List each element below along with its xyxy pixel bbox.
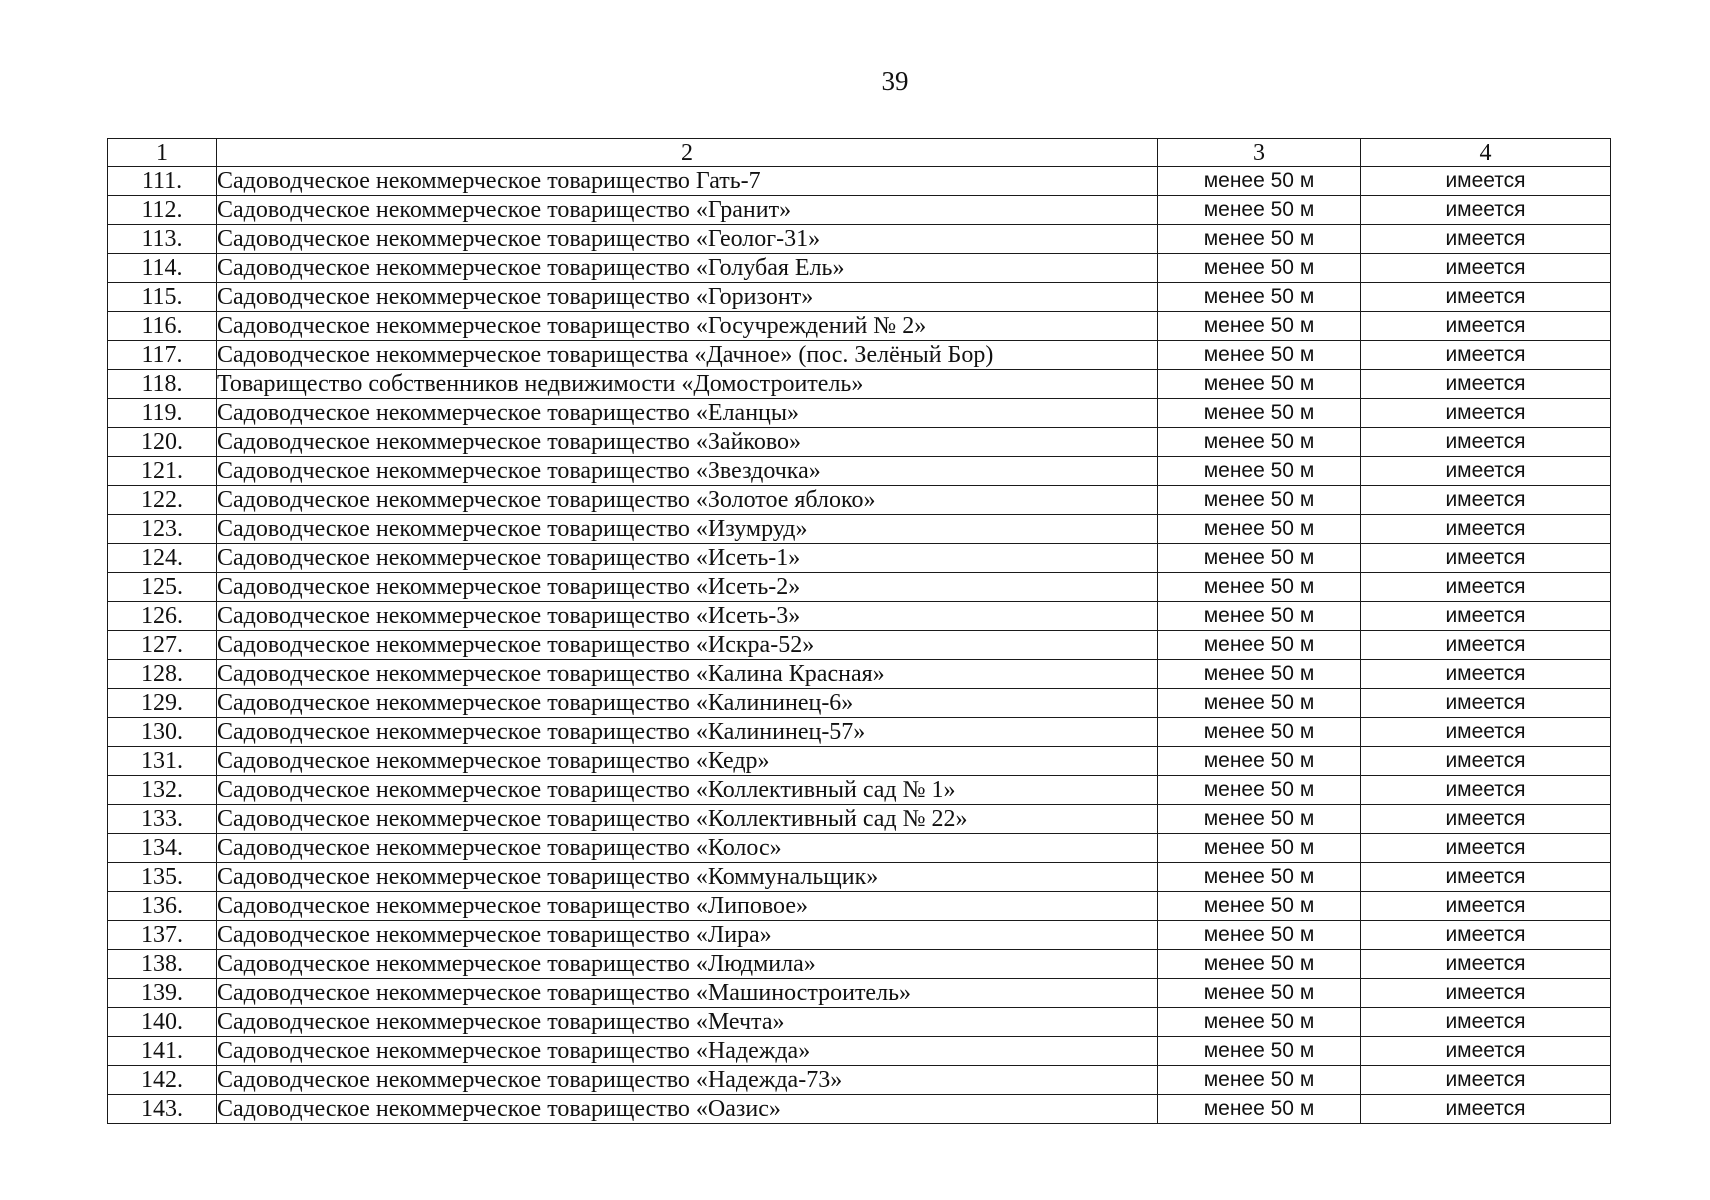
distance-cell: менее 50 м	[1158, 167, 1361, 196]
table-row	[108, 747, 1611, 776]
distance-cell: менее 50 м	[1158, 1037, 1361, 1066]
organization-name: Садоводческое некоммерческое товарищество «Кедр»	[217, 747, 1158, 776]
organization-name: Садоводческое некоммерческое товарищество «Исеть-3»	[217, 602, 1158, 631]
table-row	[108, 167, 1611, 196]
row-number: 135.	[108, 863, 217, 892]
table-body	[108, 167, 1611, 1124]
availability-cell: имеется	[1361, 950, 1611, 979]
availability-cell: имеется	[1361, 254, 1611, 283]
table-row	[108, 718, 1611, 747]
row-number: 131.	[108, 747, 217, 776]
table-row	[108, 486, 1611, 515]
table-row	[108, 225, 1611, 254]
organization-name: Садоводческое некоммерческое товарищество «Коммунальщик»	[217, 863, 1158, 892]
availability-cell: имеется	[1361, 544, 1611, 573]
distance-cell: менее 50 м	[1158, 341, 1361, 370]
distance-cell: менее 50 м	[1158, 631, 1361, 660]
distance-cell: менее 50 м	[1158, 312, 1361, 341]
row-number: 137.	[108, 921, 217, 950]
distance-cell: менее 50 м	[1158, 950, 1361, 979]
table-row	[108, 283, 1611, 312]
table-row	[108, 805, 1611, 834]
availability-cell: имеется	[1361, 979, 1611, 1008]
header-col-status: 4	[1361, 139, 1611, 167]
table-row	[108, 950, 1611, 979]
row-number: 142.	[108, 1066, 217, 1095]
header-col-name: 2	[217, 139, 1158, 167]
row-number: 128.	[108, 660, 217, 689]
availability-cell: имеется	[1361, 573, 1611, 602]
organization-name: Садоводческое некоммерческое товарищество «Звездочка»	[217, 457, 1158, 486]
organization-name: Садоводческое некоммерческое товарищества «Дачное» (пос. Зелёный Бор)	[217, 341, 1158, 370]
organization-name: Садоводческое некоммерческое товарищество «Еланцы»	[217, 399, 1158, 428]
distance-cell: менее 50 м	[1158, 718, 1361, 747]
distance-cell: менее 50 м	[1158, 660, 1361, 689]
row-number: 140.	[108, 1008, 217, 1037]
table-row	[108, 544, 1611, 573]
availability-cell: имеется	[1361, 370, 1611, 399]
availability-cell: имеется	[1361, 486, 1611, 515]
availability-cell: имеется	[1361, 747, 1611, 776]
distance-cell: менее 50 м	[1158, 1008, 1361, 1037]
availability-cell: имеется	[1361, 718, 1611, 747]
organization-name: Садоводческое некоммерческое товарищество «Оазис»	[217, 1095, 1158, 1124]
table-row	[108, 602, 1611, 631]
table-row	[108, 428, 1611, 457]
registry-table	[107, 138, 1611, 1124]
distance-cell: менее 50 м	[1158, 776, 1361, 805]
table-row	[108, 834, 1611, 863]
row-number: 115.	[108, 283, 217, 312]
availability-cell: имеется	[1361, 196, 1611, 225]
table-row	[108, 341, 1611, 370]
row-number: 143.	[108, 1095, 217, 1124]
table-row	[108, 863, 1611, 892]
organization-name: Садоводческое некоммерческое товарищество «Горизонт»	[217, 283, 1158, 312]
row-number: 117.	[108, 341, 217, 370]
table-row	[108, 1008, 1611, 1037]
distance-cell: менее 50 м	[1158, 486, 1361, 515]
distance-cell: менее 50 м	[1158, 573, 1361, 602]
organization-name: Садоводческое некоммерческое товарищество «Гранит»	[217, 196, 1158, 225]
distance-cell: менее 50 м	[1158, 805, 1361, 834]
organization-name: Товарищество собственников недвижимости «Домостроитель»	[217, 370, 1158, 399]
row-number: 123.	[108, 515, 217, 544]
distance-cell: менее 50 м	[1158, 1066, 1361, 1095]
row-number: 122.	[108, 486, 217, 515]
row-number: 138.	[108, 950, 217, 979]
distance-cell: менее 50 м	[1158, 979, 1361, 1008]
distance-cell: менее 50 м	[1158, 747, 1361, 776]
row-number: 141.	[108, 1037, 217, 1066]
availability-cell: имеется	[1361, 399, 1611, 428]
distance-cell: менее 50 м	[1158, 834, 1361, 863]
availability-cell: имеется	[1361, 602, 1611, 631]
organization-name: Садоводческое некоммерческое товарищество «Калининец-6»	[217, 689, 1158, 718]
organization-name: Садоводческое некоммерческое товарищество «Липовое»	[217, 892, 1158, 921]
organization-name: Садоводческое некоммерческое товарищество «Людмила»	[217, 950, 1158, 979]
availability-cell: имеется	[1361, 834, 1611, 863]
table-row	[108, 312, 1611, 341]
availability-cell: имеется	[1361, 921, 1611, 950]
organization-name: Садоводческое некоммерческое товарищество «Колос»	[217, 834, 1158, 863]
distance-cell: менее 50 м	[1158, 1095, 1361, 1124]
distance-cell: менее 50 м	[1158, 225, 1361, 254]
availability-cell: имеется	[1361, 167, 1611, 196]
row-number: 116.	[108, 312, 217, 341]
distance-cell: менее 50 м	[1158, 863, 1361, 892]
organization-name: Садоводческое некоммерческое товарищество «Коллективный сад № 22»	[217, 805, 1158, 834]
table-row	[108, 979, 1611, 1008]
organization-name: Садоводческое некоммерческое товарищество «Калининец-57»	[217, 718, 1158, 747]
table-row	[108, 573, 1611, 602]
availability-cell: имеется	[1361, 631, 1611, 660]
row-number: 114.	[108, 254, 217, 283]
distance-cell: менее 50 м	[1158, 196, 1361, 225]
organization-name: Садоводческое некоммерческое товарищество «Машиностроитель»	[217, 979, 1158, 1008]
availability-cell: имеется	[1361, 689, 1611, 718]
organization-name: Садоводческое некоммерческое товарищество «Мечта»	[217, 1008, 1158, 1037]
organization-name: Садоводческое некоммерческое товарищество «Надежда»	[217, 1037, 1158, 1066]
table-row	[108, 196, 1611, 225]
distance-cell: менее 50 м	[1158, 892, 1361, 921]
table-row	[108, 399, 1611, 428]
table-row	[108, 776, 1611, 805]
table-row	[108, 892, 1611, 921]
row-number: 136.	[108, 892, 217, 921]
availability-cell: имеется	[1361, 457, 1611, 486]
row-number: 119.	[108, 399, 217, 428]
table-row	[108, 1037, 1611, 1066]
organization-name: Садоводческое некоммерческое товарищество «Надежда-73»	[217, 1066, 1158, 1095]
row-number: 134.	[108, 834, 217, 863]
table-row	[108, 921, 1611, 950]
table-row	[108, 457, 1611, 486]
organization-name: Садоводческое некоммерческое товарищество «Исеть-2»	[217, 573, 1158, 602]
distance-cell: менее 50 м	[1158, 515, 1361, 544]
availability-cell: имеется	[1361, 225, 1611, 254]
availability-cell: имеется	[1361, 428, 1611, 457]
table-row	[108, 689, 1611, 718]
availability-cell: имеется	[1361, 283, 1611, 312]
organization-name: Садоводческое некоммерческое товарищество «Геолог-31»	[217, 225, 1158, 254]
distance-cell: менее 50 м	[1158, 428, 1361, 457]
distance-cell: менее 50 м	[1158, 689, 1361, 718]
header-col-distance: 3	[1158, 139, 1361, 167]
availability-cell: имеется	[1361, 1037, 1611, 1066]
distance-cell: менее 50 м	[1158, 544, 1361, 573]
distance-cell: менее 50 м	[1158, 921, 1361, 950]
organization-name: Садоводческое некоммерческое товарищество «Госучреждений № 2»	[217, 312, 1158, 341]
organization-name: Садоводческое некоммерческое товарищество «Коллективный сад № 1»	[217, 776, 1158, 805]
row-number: 112.	[108, 196, 217, 225]
availability-cell: имеется	[1361, 341, 1611, 370]
availability-cell: имеется	[1361, 1008, 1611, 1037]
availability-cell: имеется	[1361, 863, 1611, 892]
organization-name: Садоводческое некоммерческое товарищество «Золотое яблоко»	[217, 486, 1158, 515]
row-number: 132.	[108, 776, 217, 805]
table-row	[108, 631, 1611, 660]
row-number: 139.	[108, 979, 217, 1008]
availability-cell: имеется	[1361, 892, 1611, 921]
organization-name: Садоводческое некоммерческое товарищество «Исеть-1»	[217, 544, 1158, 573]
header-row	[108, 139, 1611, 167]
page-number: 39	[881, 66, 909, 96]
distance-cell: менее 50 м	[1158, 457, 1361, 486]
distance-cell: менее 50 м	[1158, 370, 1361, 399]
organization-name: Садоводческое некоммерческое товарищество «Зайково»	[217, 428, 1158, 457]
row-number: 121.	[108, 457, 217, 486]
availability-cell: имеется	[1361, 1066, 1611, 1095]
row-number: 126.	[108, 602, 217, 631]
row-number: 127.	[108, 631, 217, 660]
table-row	[108, 1066, 1611, 1095]
table-row	[108, 370, 1611, 399]
table-row	[108, 660, 1611, 689]
row-number: 111.	[108, 167, 217, 196]
availability-cell: имеется	[1361, 1095, 1611, 1124]
availability-cell: имеется	[1361, 776, 1611, 805]
organization-name: Садоводческое некоммерческое товарищество «Лира»	[217, 921, 1158, 950]
organization-name: Садоводческое некоммерческое товарищество Гать-7	[217, 167, 1158, 196]
availability-cell: имеется	[1361, 805, 1611, 834]
distance-cell: менее 50 м	[1158, 399, 1361, 428]
row-number: 124.	[108, 544, 217, 573]
row-number: 133.	[108, 805, 217, 834]
availability-cell: имеется	[1361, 312, 1611, 341]
table-row	[108, 1095, 1611, 1124]
distance-cell: менее 50 м	[1158, 254, 1361, 283]
row-number: 129.	[108, 689, 217, 718]
row-number: 125.	[108, 573, 217, 602]
row-number: 113.	[108, 225, 217, 254]
organization-name: Садоводческое некоммерческое товарищество «Искра-52»	[217, 631, 1158, 660]
organization-name: Садоводческое некоммерческое товарищество «Калина Красная»	[217, 660, 1158, 689]
organization-name: Садоводческое некоммерческое товарищество «Изумруд»	[217, 515, 1158, 544]
row-number: 130.	[108, 718, 217, 747]
distance-cell: менее 50 м	[1158, 283, 1361, 312]
organization-name: Садоводческое некоммерческое товарищество «Голубая Ель»	[217, 254, 1158, 283]
row-number: 118.	[108, 370, 217, 399]
distance-cell: менее 50 м	[1158, 602, 1361, 631]
availability-cell: имеется	[1361, 660, 1611, 689]
row-number: 120.	[108, 428, 217, 457]
availability-cell: имеется	[1361, 515, 1611, 544]
table-row	[108, 515, 1611, 544]
header-col-number: 1	[108, 139, 217, 167]
table-row	[108, 254, 1611, 283]
